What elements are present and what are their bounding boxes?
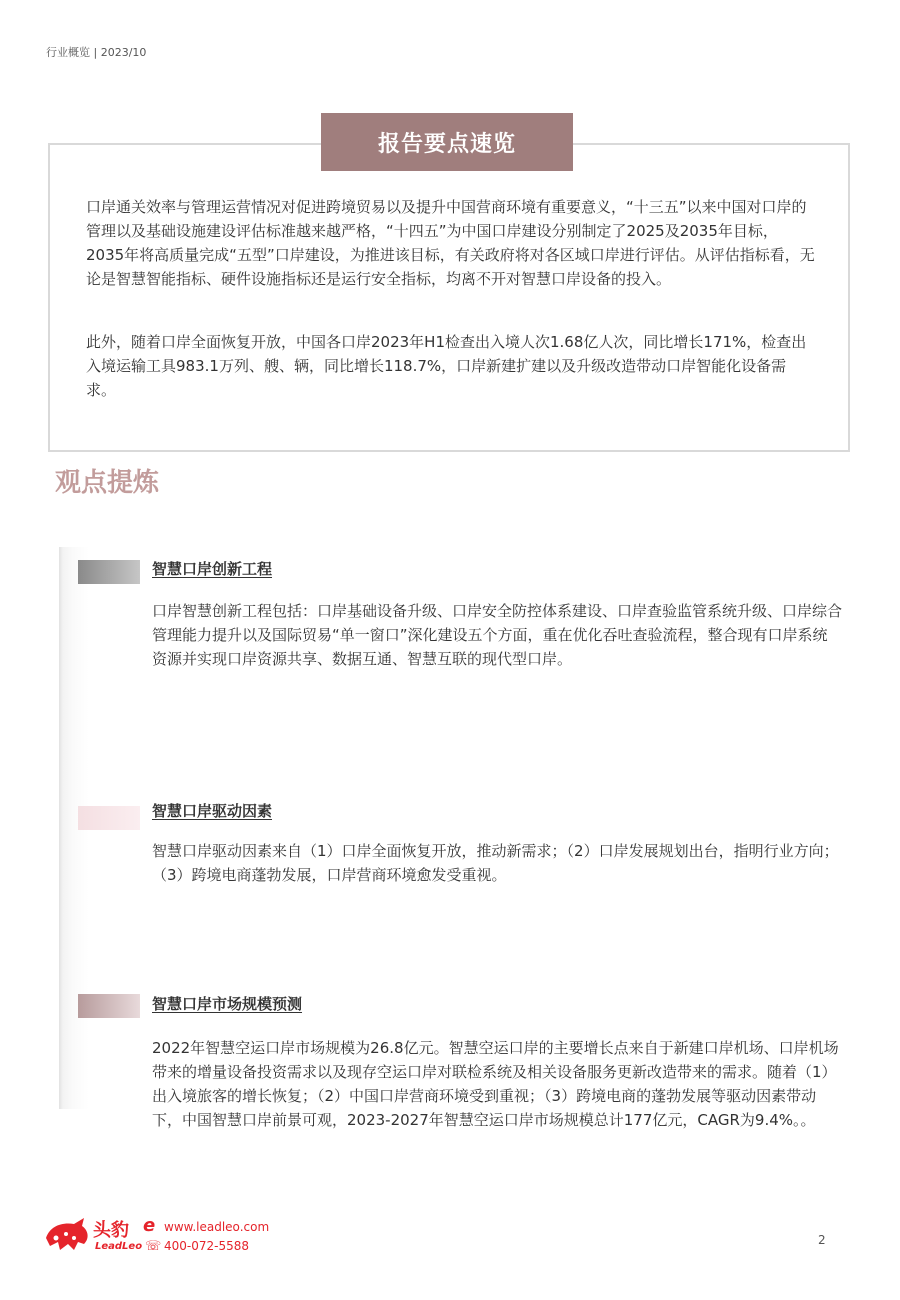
website-link[interactable]: www.leadleo.com xyxy=(164,1220,270,1234)
leopard-logo-icon xyxy=(44,1216,90,1254)
brand-name-en: LeadLeo xyxy=(95,1241,143,1252)
summary-paragraph-1: 口岸通关效率与管理运营情况对促进跨境贸易以及提升中国营商环境有重要意义，“十三五”以来中国对口岸的管理以及基础设施建设评估标准越来越严格，“十四五”为中国口岸建设分别制定了2025及2035年目标，2035年将高质量完成“五型”口岸建设，为推进该目标，有关政府将对各区域口岸进行评估。从评估指标看，无论是智慧智能指标、硬件设施指标还是运行安全指标，均离不开对智慧口岸设备的投入。 xyxy=(86,198,815,288)
brand-e-icon: e xyxy=(143,1215,156,1236)
page-number: 2 xyxy=(818,1233,826,1247)
summary-title: 报告要点速览 xyxy=(321,113,573,171)
summary-paragraph-2: 此外，随着口岸全面恢复开放，中国各口岸2023年H1检查出入境人次1.68亿人次，同比增长171%，检查出入境运输工具983.1万列、艘、辆，同比增长118.7%，口岸新建扩建以及升级改造带动口岸智能化设备需求。 xyxy=(86,333,807,399)
point-marker xyxy=(78,994,140,1018)
summary-box xyxy=(48,143,850,452)
point-body: 口岸智慧创新工程包括：口岸基础设备升级、口岸安全防控体系建设、口岸查验监管系统升级、口岸综合管理能力提升以及国际贸易“单一窗口”深化建设五个方面，重在优化吞吐查验流程，整合现有口岸系统资源并实现口岸资源共享、数据互通、智慧互联的现代型口岸。 xyxy=(152,602,843,668)
point-body: 2022年智慧空运口岸市场规模为26.8亿元。智慧空运口岸的主要增长点来自于新建口岸机场、口岸机场带来的增量设备投资需求以及现存空运口岸对联检系统及相关设备服务更新改造带来的需求。随着（1）出入境旅客的增长恢复；（2）中国口岸营商环境受到重视；（3）跨境电商的蓬勃发展等驱动因素带动下，中国智慧口岸前景可观，2023-2027年智慧空运口岸市场规模总计177亿元，CAGR为9.4%。。 xyxy=(152,1039,839,1129)
point-body: 智慧口岸驱动因素来自（1）口岸全面恢复开放，推动新需求；（2）口岸发展规划出台，指明行业方向；（3）跨境电商蓬勃发展，口岸营商环境愈发受重视。 xyxy=(152,842,839,884)
point-title: 智慧口岸市场规模预测 xyxy=(152,995,303,1013)
point-marker xyxy=(78,806,140,830)
point-title: 智慧口岸创新工程 xyxy=(152,560,273,578)
point-marker xyxy=(78,560,140,584)
section-title: 观点提炼 xyxy=(55,468,160,498)
phone-number: 400-072-5588 xyxy=(164,1239,250,1253)
point-title: 智慧口岸驱动因素 xyxy=(152,802,273,820)
report-header: 行业概览 | 2023/10 xyxy=(46,46,147,59)
phone-icon: ☏ xyxy=(145,1239,162,1254)
brand-name-cn: 头豹 xyxy=(93,1220,129,1241)
